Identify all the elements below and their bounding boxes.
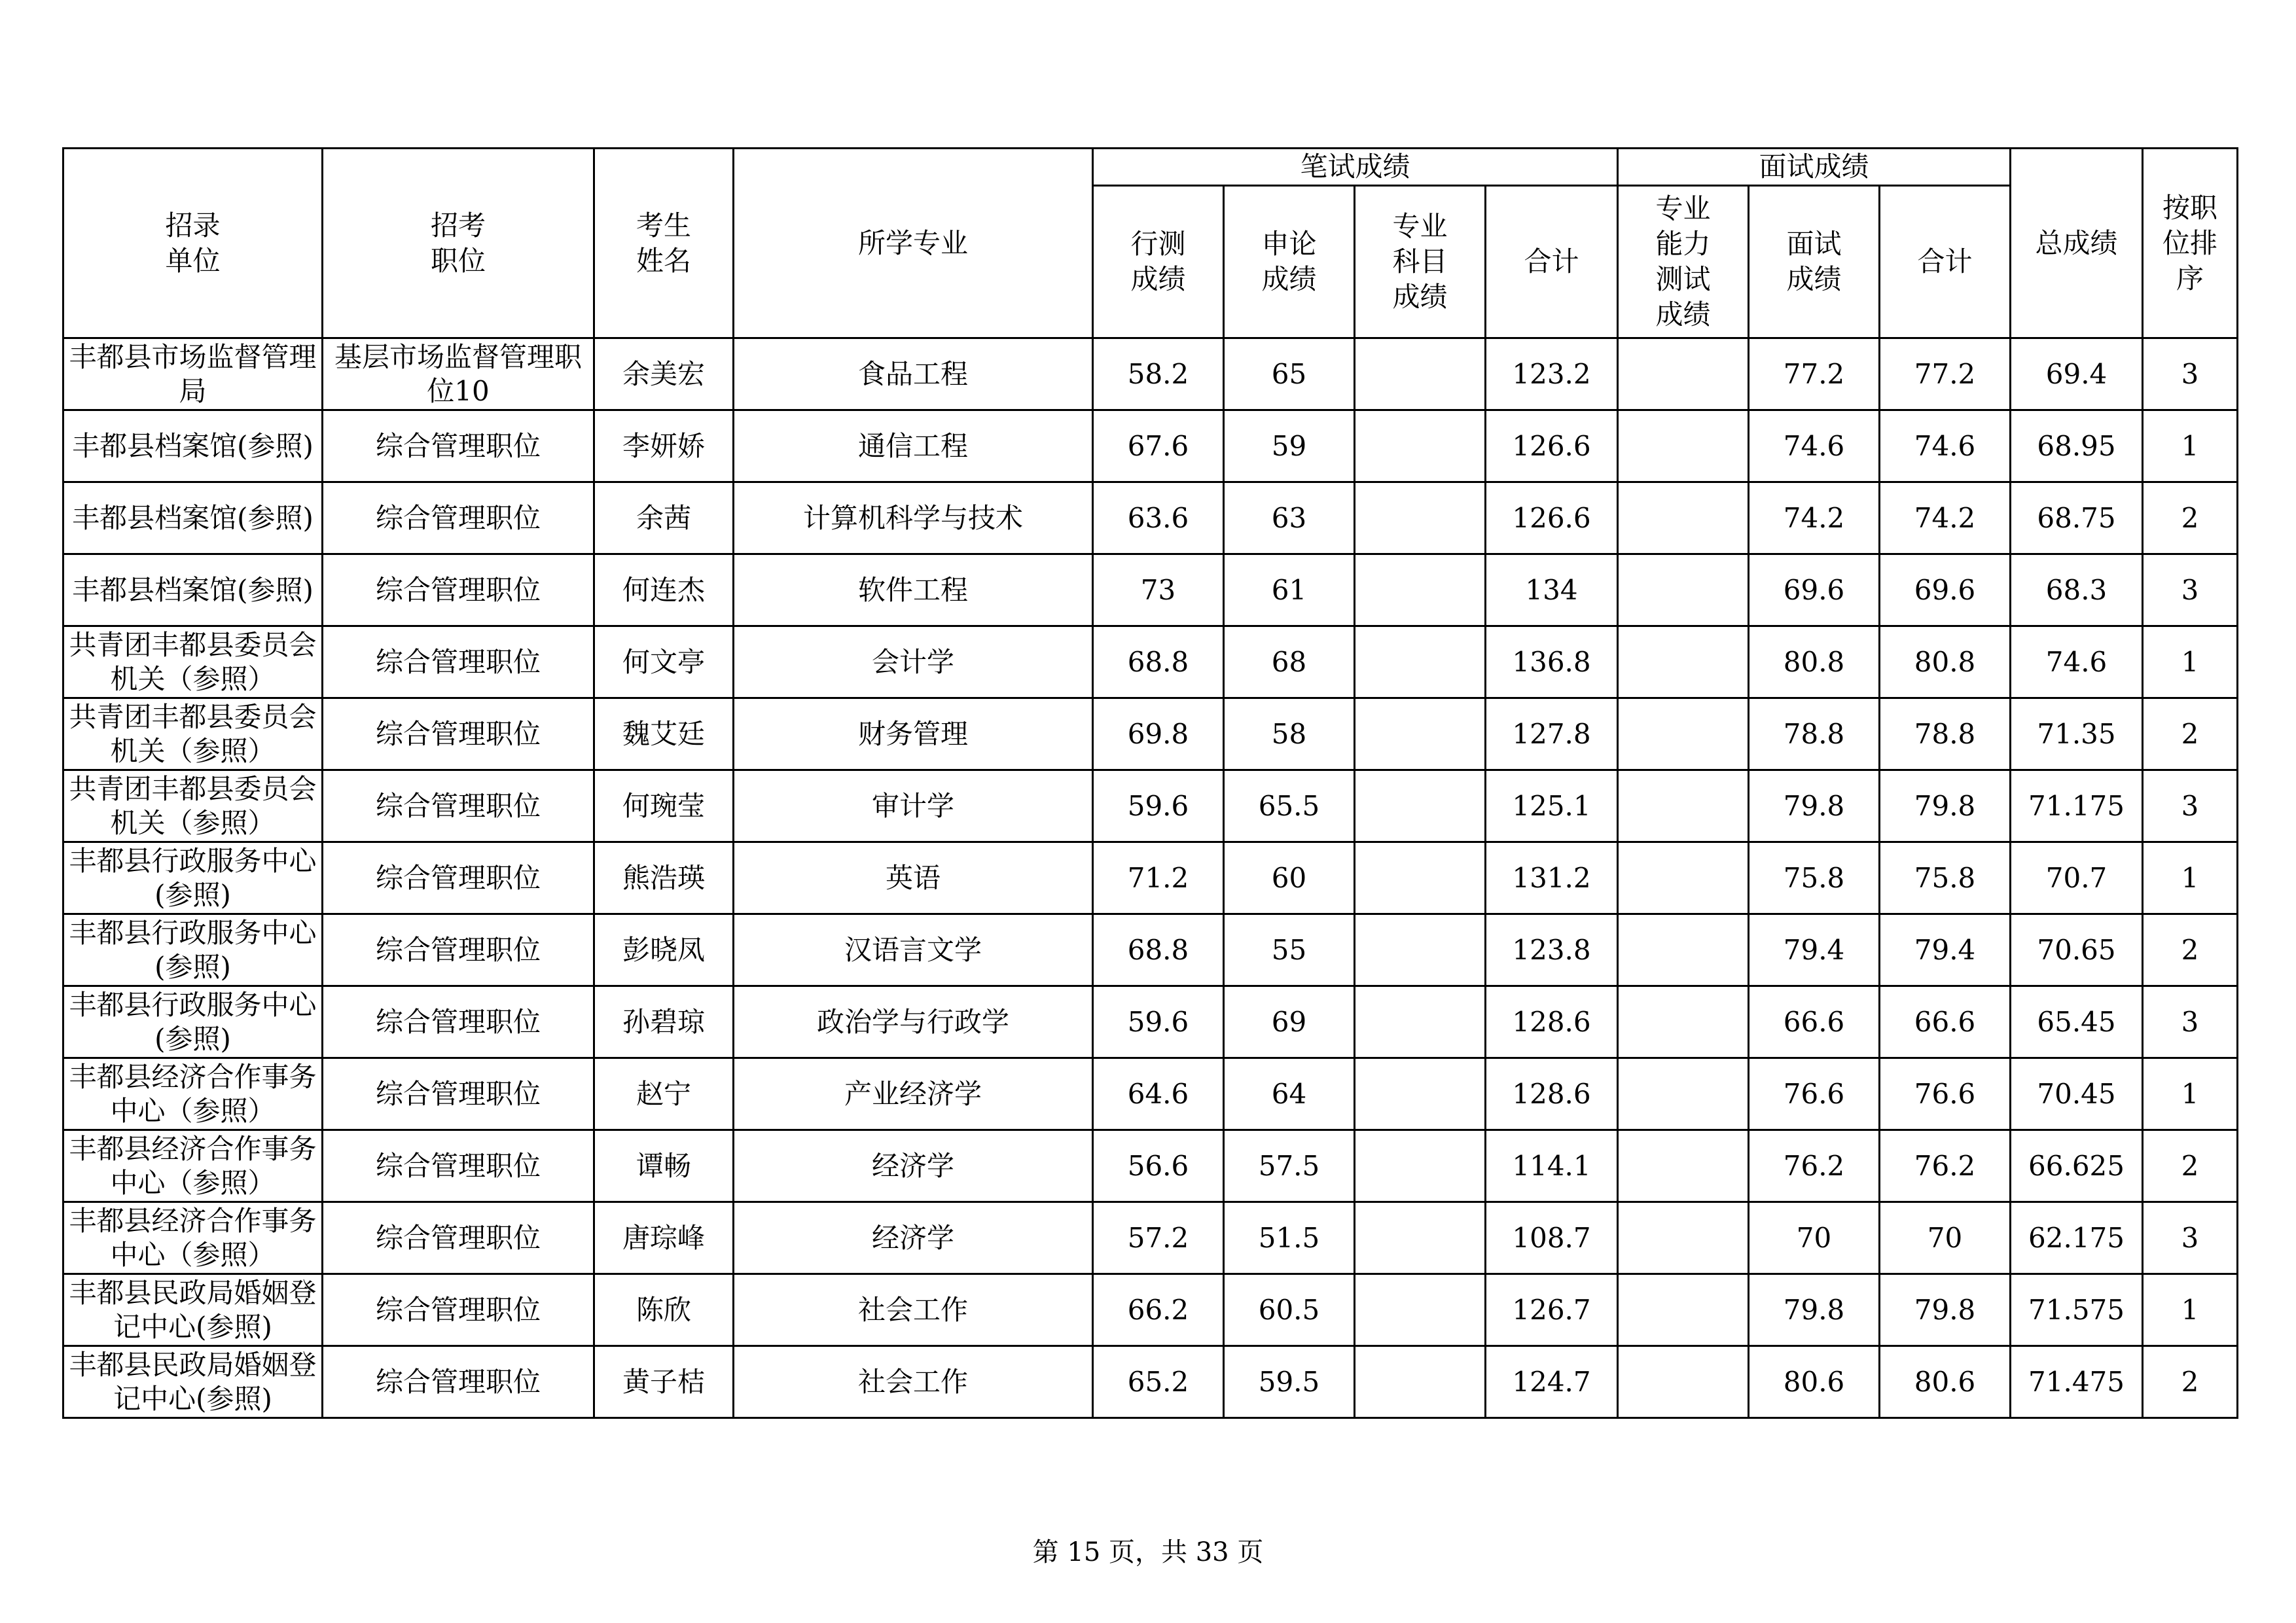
header-rank: 按职 位排 序: [2143, 149, 2238, 338]
cell-name: 何琬莹: [594, 770, 734, 842]
cell-zhuanye-kemu: [1355, 698, 1486, 770]
table-row: [63, 482, 2238, 554]
score-table: [62, 147, 2238, 1419]
cell-name: 魏艾廷: [594, 698, 734, 770]
table-row: [63, 1346, 2238, 1418]
cell-name: 余茜: [594, 482, 734, 554]
cell-written-total: 126.6: [1486, 410, 1618, 482]
cell-unit: 丰都县经济合作事务中心（参照）: [63, 1202, 323, 1274]
table-body: [63, 338, 2238, 1418]
cell-shenlun: 58: [1224, 698, 1355, 770]
header-written-group: 笔试成绩: [1093, 149, 1618, 186]
cell-interview-total: 74.2: [1880, 482, 2011, 554]
cell-interview-total: 75.8: [1880, 842, 2011, 914]
cell-total: 66.625: [2011, 1130, 2143, 1202]
table-header: [63, 149, 2238, 338]
cell-interview-total: 80.6: [1880, 1346, 2011, 1418]
cell-name: 何连杰: [594, 554, 734, 626]
cell-name: 唐琮峰: [594, 1202, 734, 1274]
cell-written-total: 124.7: [1486, 1346, 1618, 1418]
cell-written-total: 127.8: [1486, 698, 1618, 770]
cell-written-total: 134: [1486, 554, 1618, 626]
cell-zhuanye-nengli: [1618, 698, 1749, 770]
cell-total: 69.4: [2011, 338, 2143, 410]
cell-position: 综合管理职位: [323, 1274, 594, 1346]
cell-major: 财务管理: [734, 698, 1093, 770]
cell-written-total: 123.8: [1486, 914, 1618, 986]
cell-major: 政治学与行政学: [734, 986, 1093, 1058]
cell-xingce: 63.6: [1093, 482, 1224, 554]
cell-zhuanye-kemu: [1355, 1202, 1486, 1274]
cell-shenlun: 59: [1224, 410, 1355, 482]
cell-unit: 丰都县档案馆(参照): [63, 410, 323, 482]
header-interview-total: 合计: [1880, 186, 2011, 338]
table-row: [63, 698, 2238, 770]
cell-zhuanye-kemu: [1355, 1346, 1486, 1418]
table-row: [63, 410, 2238, 482]
cell-xingce: 57.2: [1093, 1202, 1224, 1274]
cell-xingce: 59.6: [1093, 770, 1224, 842]
cell-zhuanye-nengli: [1618, 1346, 1749, 1418]
cell-written-total: 128.6: [1486, 1058, 1618, 1130]
cell-position: 综合管理职位: [323, 1058, 594, 1130]
cell-interview-score: 77.2: [1749, 338, 1880, 410]
cell-zhuanye-nengli: [1618, 338, 1749, 410]
cell-xingce: 64.6: [1093, 1058, 1224, 1130]
cell-name: 黄子桔: [594, 1346, 734, 1418]
header-zhuanye-nengli: 专业 能力 测试 成绩: [1618, 186, 1749, 338]
table-row: [63, 554, 2238, 626]
cell-xingce: 68.8: [1093, 626, 1224, 698]
table-row: [63, 770, 2238, 842]
cell-zhuanye-kemu: [1355, 842, 1486, 914]
header-zhuanye-kemu: 专业 科目 成绩: [1355, 186, 1486, 338]
cell-unit: 丰都县市场监督管理局: [63, 338, 323, 410]
cell-rank: 2: [2143, 914, 2238, 986]
header-major: 所学专业: [734, 149, 1093, 338]
cell-unit: 共青团丰都县委员会机关（参照）: [63, 626, 323, 698]
cell-name: 熊浩瑛: [594, 842, 734, 914]
cell-written-total: 108.7: [1486, 1202, 1618, 1274]
cell-total: 68.95: [2011, 410, 2143, 482]
table-row: [63, 1274, 2238, 1346]
cell-name: 谭畅: [594, 1130, 734, 1202]
cell-position: 综合管理职位: [323, 770, 594, 842]
cell-rank: 2: [2143, 1130, 2238, 1202]
cell-xingce: 58.2: [1093, 338, 1224, 410]
cell-major: 经济学: [734, 1202, 1093, 1274]
cell-name: 何文亭: [594, 626, 734, 698]
cell-written-total: 125.1: [1486, 770, 1618, 842]
cell-shenlun: 68: [1224, 626, 1355, 698]
cell-written-total: 126.7: [1486, 1274, 1618, 1346]
header-xingce: 行测 成绩: [1093, 186, 1224, 338]
cell-position: 综合管理职位: [323, 1130, 594, 1202]
cell-zhuanye-nengli: [1618, 1130, 1749, 1202]
cell-interview-score: 80.6: [1749, 1346, 1880, 1418]
cell-xingce: 68.8: [1093, 914, 1224, 986]
cell-name: 彭晓凤: [594, 914, 734, 986]
cell-major: 汉语言文学: [734, 914, 1093, 986]
cell-rank: 3: [2143, 986, 2238, 1058]
cell-shenlun: 57.5: [1224, 1130, 1355, 1202]
cell-name: 余美宏: [594, 338, 734, 410]
cell-interview-score: 79.8: [1749, 1274, 1880, 1346]
cell-major: 计算机科学与技术: [734, 482, 1093, 554]
cell-xingce: 73: [1093, 554, 1224, 626]
cell-interview-score: 76.6: [1749, 1058, 1880, 1130]
table-row: [63, 338, 2238, 410]
cell-zhuanye-kemu: [1355, 410, 1486, 482]
cell-xingce: 65.2: [1093, 1346, 1224, 1418]
header-unit: 招录 单位: [63, 149, 323, 338]
cell-zhuanye-kemu: [1355, 986, 1486, 1058]
cell-shenlun: 51.5: [1224, 1202, 1355, 1274]
cell-rank: 3: [2143, 338, 2238, 410]
header-written-total: 合计: [1486, 186, 1618, 338]
cell-position: 综合管理职位: [323, 554, 594, 626]
cell-shenlun: 65: [1224, 338, 1355, 410]
cell-zhuanye-nengli: [1618, 1202, 1749, 1274]
cell-unit: 丰都县档案馆(参照): [63, 482, 323, 554]
cell-total: 70.65: [2011, 914, 2143, 986]
cell-interview-score: 75.8: [1749, 842, 1880, 914]
cell-zhuanye-kemu: [1355, 338, 1486, 410]
cell-major: 社会工作: [734, 1274, 1093, 1346]
cell-zhuanye-nengli: [1618, 986, 1749, 1058]
cell-xingce: 66.2: [1093, 1274, 1224, 1346]
cell-major: 审计学: [734, 770, 1093, 842]
cell-zhuanye-nengli: [1618, 914, 1749, 986]
cell-written-total: 131.2: [1486, 842, 1618, 914]
header-interview-group: 面试成绩: [1618, 149, 2011, 186]
header-position: 招考 职位: [323, 149, 594, 338]
cell-rank: 2: [2143, 1346, 2238, 1418]
cell-position: 综合管理职位: [323, 1346, 594, 1418]
cell-unit: 丰都县档案馆(参照): [63, 554, 323, 626]
cell-zhuanye-kemu: [1355, 626, 1486, 698]
cell-interview-score: 79.4: [1749, 914, 1880, 986]
cell-interview-score: 70: [1749, 1202, 1880, 1274]
cell-shenlun: 59.5: [1224, 1346, 1355, 1418]
cell-xingce: 69.8: [1093, 698, 1224, 770]
cell-interview-score: 74.6: [1749, 410, 1880, 482]
cell-interview-total: 77.2: [1880, 338, 2011, 410]
cell-shenlun: 55: [1224, 914, 1355, 986]
cell-written-total: 136.8: [1486, 626, 1618, 698]
cell-name: 陈欣: [594, 1274, 734, 1346]
cell-zhuanye-kemu: [1355, 770, 1486, 842]
table-row: [63, 1202, 2238, 1274]
cell-unit: 丰都县行政服务中心(参照): [63, 842, 323, 914]
cell-major: 软件工程: [734, 554, 1093, 626]
cell-total: 71.175: [2011, 770, 2143, 842]
cell-shenlun: 60: [1224, 842, 1355, 914]
cell-interview-total: 74.6: [1880, 410, 2011, 482]
cell-rank: 3: [2143, 770, 2238, 842]
cell-interview-total: 66.6: [1880, 986, 2011, 1058]
cell-total: 68.3: [2011, 554, 2143, 626]
cell-total: 62.175: [2011, 1202, 2143, 1274]
cell-position: 综合管理职位: [323, 410, 594, 482]
cell-position: 综合管理职位: [323, 698, 594, 770]
cell-rank: 1: [2143, 1274, 2238, 1346]
header-shenlun: 申论 成绩: [1224, 186, 1355, 338]
table-row: [63, 986, 2238, 1058]
cell-rank: 1: [2143, 410, 2238, 482]
cell-interview-total: 79.8: [1880, 1274, 2011, 1346]
cell-major: 英语: [734, 842, 1093, 914]
cell-total: 71.575: [2011, 1274, 2143, 1346]
cell-zhuanye-nengli: [1618, 770, 1749, 842]
cell-unit: 丰都县民政局婚姻登记中心(参照): [63, 1274, 323, 1346]
cell-major: 社会工作: [734, 1346, 1093, 1418]
cell-total: 65.45: [2011, 986, 2143, 1058]
cell-major: 会计学: [734, 626, 1093, 698]
cell-interview-total: 69.6: [1880, 554, 2011, 626]
cell-total: 71.35: [2011, 698, 2143, 770]
cell-zhuanye-kemu: [1355, 1130, 1486, 1202]
table-row: [63, 914, 2238, 986]
cell-zhuanye-kemu: [1355, 1058, 1486, 1130]
cell-zhuanye-nengli: [1618, 410, 1749, 482]
cell-xingce: 71.2: [1093, 842, 1224, 914]
cell-position: 综合管理职位: [323, 1202, 594, 1274]
cell-total: 74.6: [2011, 626, 2143, 698]
cell-name: 孙碧琼: [594, 986, 734, 1058]
cell-total: 71.475: [2011, 1346, 2143, 1418]
cell-name: 赵宁: [594, 1058, 734, 1130]
cell-written-total: 114.1: [1486, 1130, 1618, 1202]
cell-position: 综合管理职位: [323, 986, 594, 1058]
cell-total: 68.75: [2011, 482, 2143, 554]
header-total: 总成绩: [2011, 149, 2143, 338]
cell-shenlun: 64: [1224, 1058, 1355, 1130]
cell-zhuanye-nengli: [1618, 554, 1749, 626]
cell-unit: 共青团丰都县委员会机关（参照）: [63, 698, 323, 770]
cell-interview-score: 80.8: [1749, 626, 1880, 698]
cell-zhuanye-nengli: [1618, 626, 1749, 698]
cell-zhuanye-kemu: [1355, 1274, 1486, 1346]
cell-interview-score: 76.2: [1749, 1130, 1880, 1202]
cell-zhuanye-nengli: [1618, 482, 1749, 554]
cell-zhuanye-kemu: [1355, 554, 1486, 626]
cell-major: 通信工程: [734, 410, 1093, 482]
cell-written-total: 123.2: [1486, 338, 1618, 410]
cell-shenlun: 65.5: [1224, 770, 1355, 842]
cell-interview-score: 79.8: [1749, 770, 1880, 842]
cell-interview-total: 76.6: [1880, 1058, 2011, 1130]
cell-zhuanye-nengli: [1618, 842, 1749, 914]
page-footer: 第 15 页，共 33 页: [1032, 1537, 1264, 1567]
cell-total: 70.7: [2011, 842, 2143, 914]
cell-zhuanye-nengli: [1618, 1058, 1749, 1130]
cell-interview-total: 79.4: [1880, 914, 2011, 986]
cell-interview-score: 66.6: [1749, 986, 1880, 1058]
cell-position: 基层市场监督管理职位10: [323, 338, 594, 410]
cell-rank: 3: [2143, 554, 2238, 626]
header-name: 考生 姓名: [594, 149, 734, 338]
cell-rank: 2: [2143, 482, 2238, 554]
cell-shenlun: 61: [1224, 554, 1355, 626]
cell-name: 李妍娇: [594, 410, 734, 482]
cell-position: 综合管理职位: [323, 842, 594, 914]
cell-unit: 丰都县经济合作事务中心（参照）: [63, 1130, 323, 1202]
cell-unit: 丰都县经济合作事务中心（参照）: [63, 1058, 323, 1130]
cell-major: 食品工程: [734, 338, 1093, 410]
cell-position: 综合管理职位: [323, 482, 594, 554]
cell-xingce: 67.6: [1093, 410, 1224, 482]
cell-shenlun: 60.5: [1224, 1274, 1355, 1346]
table-row: [63, 1058, 2238, 1130]
cell-xingce: 56.6: [1093, 1130, 1224, 1202]
cell-unit: 丰都县行政服务中心(参照): [63, 986, 323, 1058]
cell-rank: 1: [2143, 1058, 2238, 1130]
cell-interview-total: 79.8: [1880, 770, 2011, 842]
cell-written-total: 126.6: [1486, 482, 1618, 554]
cell-written-total: 128.6: [1486, 986, 1618, 1058]
cell-shenlun: 63: [1224, 482, 1355, 554]
cell-rank: 1: [2143, 842, 2238, 914]
cell-shenlun: 69: [1224, 986, 1355, 1058]
cell-interview-total: 76.2: [1880, 1130, 2011, 1202]
cell-total: 70.45: [2011, 1058, 2143, 1130]
cell-major: 经济学: [734, 1130, 1093, 1202]
cell-interview-score: 78.8: [1749, 698, 1880, 770]
cell-zhuanye-kemu: [1355, 914, 1486, 986]
cell-rank: 3: [2143, 1202, 2238, 1274]
cell-interview-total: 78.8: [1880, 698, 2011, 770]
cell-zhuanye-nengli: [1618, 1274, 1749, 1346]
cell-xingce: 59.6: [1093, 986, 1224, 1058]
cell-unit: 共青团丰都县委员会机关（参照）: [63, 770, 323, 842]
cell-interview-total: 70: [1880, 1202, 2011, 1274]
cell-major: 产业经济学: [734, 1058, 1093, 1130]
cell-interview-total: 80.8: [1880, 626, 2011, 698]
table-row: [63, 626, 2238, 698]
cell-position: 综合管理职位: [323, 626, 594, 698]
cell-rank: 2: [2143, 698, 2238, 770]
header-interview-score: 面试 成绩: [1749, 186, 1880, 338]
table-row: [63, 842, 2238, 914]
cell-rank: 1: [2143, 626, 2238, 698]
cell-interview-score: 74.2: [1749, 482, 1880, 554]
table-row: [63, 1130, 2238, 1202]
cell-zhuanye-kemu: [1355, 482, 1486, 554]
cell-position: 综合管理职位: [323, 914, 594, 986]
cell-unit: 丰都县民政局婚姻登记中心(参照): [63, 1346, 323, 1418]
cell-unit: 丰都县行政服务中心(参照): [63, 914, 323, 986]
cell-interview-score: 69.6: [1749, 554, 1880, 626]
